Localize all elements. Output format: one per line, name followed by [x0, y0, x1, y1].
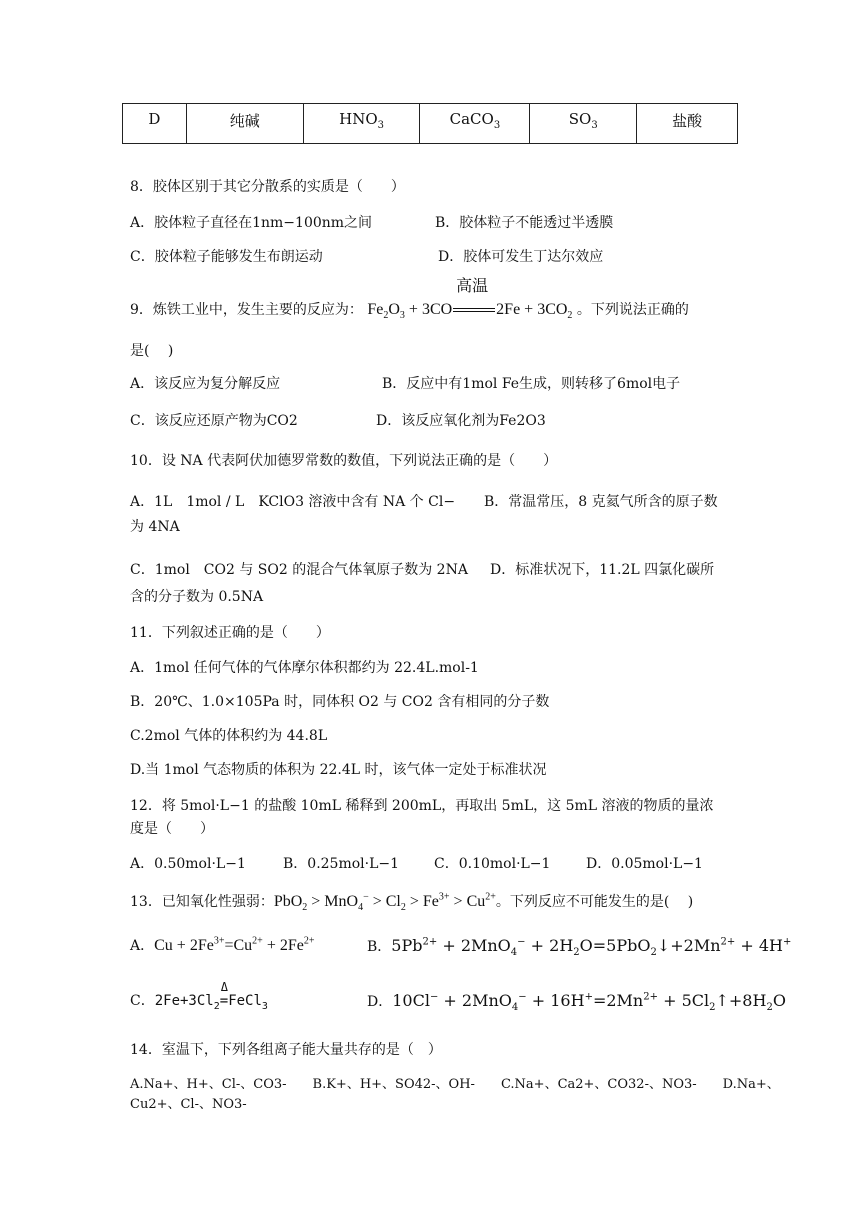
q8-option-a: A．胶体粒子直径在1nm−100nm之间: [130, 215, 373, 231]
q10-stem: 10．设 NA 代表阿伏加德罗常数的数值，下列说法正确的是（ ）: [130, 453, 558, 469]
table-cell: 盐酸: [637, 104, 738, 144]
q9-option-a: A．该反应为复分解反应: [130, 376, 281, 392]
q9-stem-start: 9．炼铁工业中，发生主要的反应为：: [130, 302, 363, 318]
table-cell: CaCO$_3$: [420, 104, 530, 144]
q10-option-b: B．常温常压，8 克氦气所含的原子数: [484, 494, 718, 510]
q9-option-b: B．反应中有1mol Fe生成，则转移了6mol电子: [382, 376, 681, 392]
table-cell: $SO_3$: [530, 104, 637, 144]
q12-option-a: A．0.50mol·L−1: [130, 856, 246, 872]
q12-option-b: B．0.25mol·L−1: [283, 856, 400, 872]
q8-stem: 8．胶体区别于其它分散系的实质是（ ）: [130, 179, 405, 195]
q12-stem-line2: 度是（ ）: [130, 821, 214, 837]
q13-stem-end: 。下列反应不可能发生的是( ): [495, 894, 694, 910]
q8-option-d: D．胶体可发生丁达尔效应: [438, 249, 604, 265]
q11-option-a: A．1mol 任何气体的气体摩尔体积都约为 22.4L.mol-1: [130, 660, 479, 676]
q10-option-c: C．1mol CO2 与 SO2 的混合气体氧原子数为 2NA: [130, 562, 468, 578]
table-cell: 纯碱: [186, 104, 303, 144]
q9-option-c: C．该反应还原产物为CO2: [130, 413, 298, 429]
q13-option-d: D．$10Cl^- + 2MnO_4^- + 16H^+=2Mn^{2+}$ + $5Cl_2↑+8H_2O$: [367, 991, 786, 1014]
q8-option-c: C．胶体粒子能够发生布朗运动: [130, 249, 323, 265]
table-cell: $HNO_3$: [303, 104, 420, 144]
q10-option-d-cont: 含的分子数为 0.5NA: [130, 589, 264, 605]
q13-option-d-label: D．: [367, 994, 393, 1010]
q13-option-b: B．$5Pb^{2+} + 2MnO_4^-$ + $2H_2O=5PbO_2↓+2Mn^{2+} + 4H^+$: [367, 936, 792, 959]
q11-option-b: B．20℃、1.0×105Pa 时，同体积 O2 与 CO2 含有相同的分子数: [130, 694, 550, 710]
q13-stem: 13．已知氧化性强弱：$PbO_2 > MnO_4^- > Cl_2 > Fe^{3+} > Cu^{2+}$。下列反应不可能发生的是( ): [130, 891, 694, 914]
q14-stem: 14．室温下，下列各组离子能大量共存的是（ ）: [130, 1042, 442, 1058]
q13-option-b-label: B．: [367, 939, 392, 955]
q10-option-d: D．标准状况下，11.2L 四氯化碳所: [490, 562, 715, 578]
table-row: [123, 104, 738, 144]
q14-options-line2: Cu2+、Cl-、NO3-: [130, 1097, 247, 1112]
q12-option-c: C．0.10mol·L−1: [434, 856, 551, 872]
q12-option-d: D．0.05mol·L−1: [586, 856, 703, 872]
q11-option-c: C.2mol 气体的体积约为 44.8L: [130, 728, 328, 744]
table-cell: D: [123, 104, 187, 144]
q13-option-a-label: A．: [130, 938, 155, 954]
q9-stem: 9．炼铁工业中，发生主要的反应为： $Fe_2O_3 + 3CO$ 高温 $2Fe + 3CO_2$ 。下列说法正确的: [130, 276, 689, 322]
q13-option-c: C．$2Fe+3Cl_2=$ Δ FeCl$_3$: [130, 980, 268, 1012]
q10-option-b-cont: 为 4NA: [130, 519, 180, 535]
q9-option-d: D．该反应氧化剂为Fe2O3: [376, 413, 546, 429]
q13-option-a: A．$Cu + 2Fe^{3+}=Cu^{2+} + 2Fe^{2+}$: [130, 935, 315, 954]
q11-stem: 11．下列叙述正确的是（ ）: [130, 625, 330, 641]
q14-options-line1: A.Na+、H+、Cl-、CO3- B.K+、H+、SO42-、OH- C.Na+、Ca2+、CO32-、NO3- D.Na+、: [130, 1077, 780, 1092]
q13-stem-start: 13．已知氧化性强弱：: [130, 894, 274, 910]
answer-table: [122, 103, 738, 144]
q9-stem-line2: 是( ): [130, 343, 174, 359]
q10-option-a: A．1L 1mol / L KClO3 溶液中含有 NA 个 Cl−: [130, 494, 456, 510]
q9-stem-end: 。下列说法正确的: [576, 302, 689, 318]
q9-condition: 高温: [456, 276, 489, 295]
q13-option-c-label: C．: [130, 993, 155, 1009]
q8-option-b: B．胶体粒子不能透过半透膜: [435, 215, 614, 231]
q12-stem: 12．将 5mol·L−1 的盐酸 10mL 稀释到 200mL，再取出 5mL，这 5mL 溶液的物质的量浓: [130, 798, 714, 814]
q11-option-d: D.当 1mol 气态物质的体积为 22.4L 时，该气体一定处于标准状况: [130, 762, 547, 778]
